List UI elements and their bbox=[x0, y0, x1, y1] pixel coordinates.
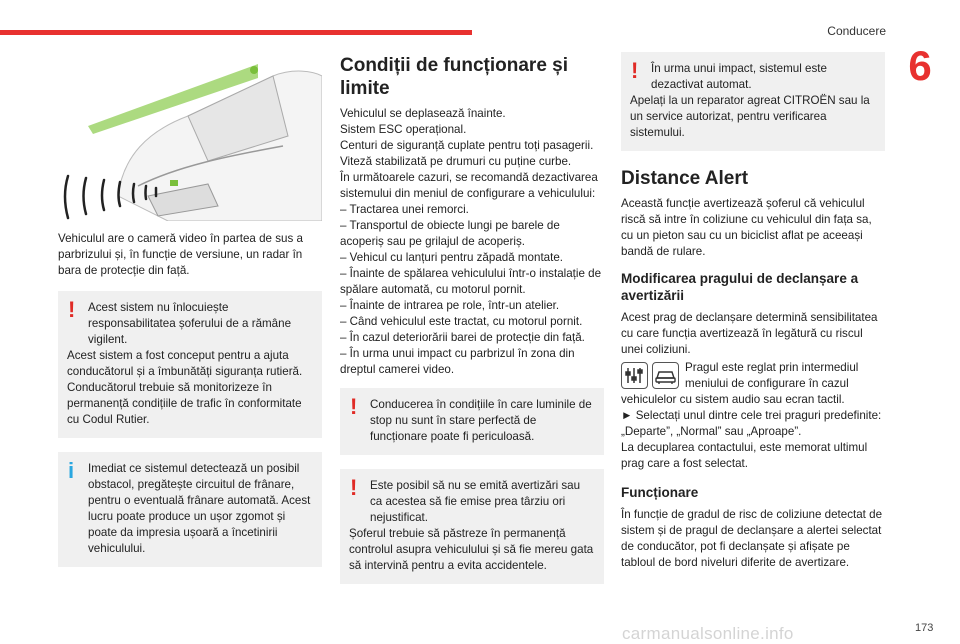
threshold-step: ► Selectați unul dintre cele trei praguri predefinite: „Departe”, „Normal” sau „Aproape”. bbox=[621, 409, 882, 438]
condition-line: – Înainte de spălarea vehiculului într-o instalație de spălare automată, cu motorul pornit. bbox=[340, 267, 602, 296]
condition-line: – Înainte de intrarea pe role, într-un atelier. bbox=[340, 299, 560, 312]
info-icon: i bbox=[68, 458, 75, 483]
operation-heading: Funcționare bbox=[621, 485, 699, 500]
car-icon bbox=[652, 362, 679, 389]
column-2 bbox=[340, 46, 604, 584]
operation-text: În funcție de gradul de risc de coliziune detectat de sistem și de pragul de declanșare a alertei selectat de conducător, pot fi declanșate și afișate pe tabloul de bord niveluri diferite de avertizare. bbox=[621, 508, 883, 569]
threshold-text: Acest prag de declanșare determină sensibilitatea cu care funcția avertizează în legătură cu riscul unei coliziuni. bbox=[621, 311, 878, 356]
warning-2-text: Conducerea în condițiile în care luminile de stop nu sunt în stare perfectă de funcționare poate fi periculoasă. bbox=[370, 398, 592, 443]
condition-line: – În cazul deteriorării barei de protecție din față. bbox=[340, 331, 585, 344]
warning-3-line-2: Șoferul trebuie să păstreze în permanență controlul asupra vehiculului și să fie mereu gata să intervină pentru a evita accidentele. bbox=[349, 527, 594, 572]
warning-1-line-3: Conducătorul trebuie să monitorizeze în permanență condițiile de trafic în conformitate cu Codul Rutier. bbox=[67, 381, 302, 426]
threshold-note: La decuplarea contactului, este memorat ultimul prag care a fost selectat. bbox=[621, 441, 868, 470]
info-1-text: Imediat ce sistemul detectează un posibil obstacol, pregătește circuitul de frânare, pentru o eventuală frânare automată. Acest lucru poate produce un ușor zgomot și poate da impresia ușoară a încetinirii vehiculului. bbox=[88, 462, 311, 555]
info-box-1 bbox=[58, 452, 322, 567]
section-title: Conducere bbox=[827, 24, 886, 38]
warning-box-4 bbox=[621, 52, 885, 151]
warning-box-2 bbox=[340, 388, 604, 455]
threshold-config-text: Pragul este reglat prin intermediul meniului de configurare în cazul vehiculelor cu sistem audio sau ecran tactil. bbox=[621, 361, 859, 406]
config-icons bbox=[621, 362, 679, 389]
condition-line: – În urma unui impact cu parbrizul în zona din dreptul camerei video. bbox=[340, 347, 575, 376]
distance-alert-heading: Distance Alert bbox=[621, 168, 749, 189]
exclamation-icon: ! bbox=[68, 297, 76, 322]
condition-line: – Tractarea unei remorci. bbox=[340, 203, 469, 216]
threshold-config bbox=[621, 360, 885, 408]
condition-line: Vehiculul se deplasează înainte. bbox=[340, 107, 506, 120]
condition-line: – Când vehiculul este tractat, cu motorul pornit. bbox=[340, 315, 583, 328]
warning-1-line-2: Acest sistem a fost conceput pentru a ajuta conducătorul și a îmbunătăți siguranța rutieră. bbox=[67, 349, 303, 378]
vehicle-camera-illustration bbox=[58, 46, 322, 221]
exclamation-icon: ! bbox=[350, 475, 358, 500]
warning-1-line-1: Acest sistem nu înlocuiește responsabilitatea șoferului de a rămâne vigilent. bbox=[88, 301, 292, 346]
column-1 bbox=[58, 46, 322, 567]
warning-4-line-1: În urma unui impact, sistemul este dezactivat automat. bbox=[651, 62, 827, 91]
page-number: 173 bbox=[915, 622, 934, 634]
exclamation-icon: ! bbox=[631, 58, 639, 83]
intro-text: Vehiculul are o cameră video în partea de sus a parbrizului și, în funcție de versiune, un radar în bara de protecție din față. bbox=[58, 232, 303, 277]
condition-line: Sistem ESC operațional. bbox=[340, 123, 467, 136]
warning-3-line-1: Este posibil să nu se emită avertizări sau ca acestea să fie emise prea târziu ori nejustificat. bbox=[370, 479, 581, 524]
conditions-list bbox=[340, 106, 604, 378]
warning-4-line-2: Apelați la un reparator agreat CITROËN sau la un service autorizat, pentru verificarea sistemului. bbox=[630, 94, 870, 139]
condition-line: În următoarele cazuri, se recomandă dezactivarea sistemului din meniul de configurare a vehiculului: bbox=[340, 171, 598, 200]
threshold-heading: Modificarea pragului de declanșare a avertizării bbox=[621, 271, 859, 303]
warning-box-3 bbox=[340, 469, 604, 584]
conditions-heading: Condiții de funcționare și limite bbox=[340, 55, 569, 99]
header-accent-bar bbox=[0, 30, 472, 35]
condition-line: Viteză stabilizată pe drumuri cu puține curbe. bbox=[340, 155, 572, 168]
chapter-number: 6 bbox=[908, 42, 932, 89]
condition-line: – Transportul de obiecte lungi pe barele de acoperiș sau pe grilajul de acoperiș. bbox=[340, 219, 560, 248]
warning-box-1 bbox=[58, 291, 322, 438]
condition-line: Centuri de siguranță cuplate pentru toți pasagerii. bbox=[340, 139, 594, 152]
column-3 bbox=[621, 46, 885, 571]
watermark: carmanualsonline.info bbox=[622, 624, 794, 643]
settings-icon bbox=[621, 362, 648, 389]
distance-alert-intro: Această funcție avertizează șoferul că vehiculul riscă să intre în coliziune cu vehiculul din fața sa, cu un pieton sau cu un biciclist aflat pe aceeași bandă de rulare. bbox=[621, 197, 872, 258]
exclamation-icon: ! bbox=[350, 394, 358, 419]
condition-line: – Vehicul cu lanțuri pentru zăpadă montate. bbox=[340, 251, 564, 264]
